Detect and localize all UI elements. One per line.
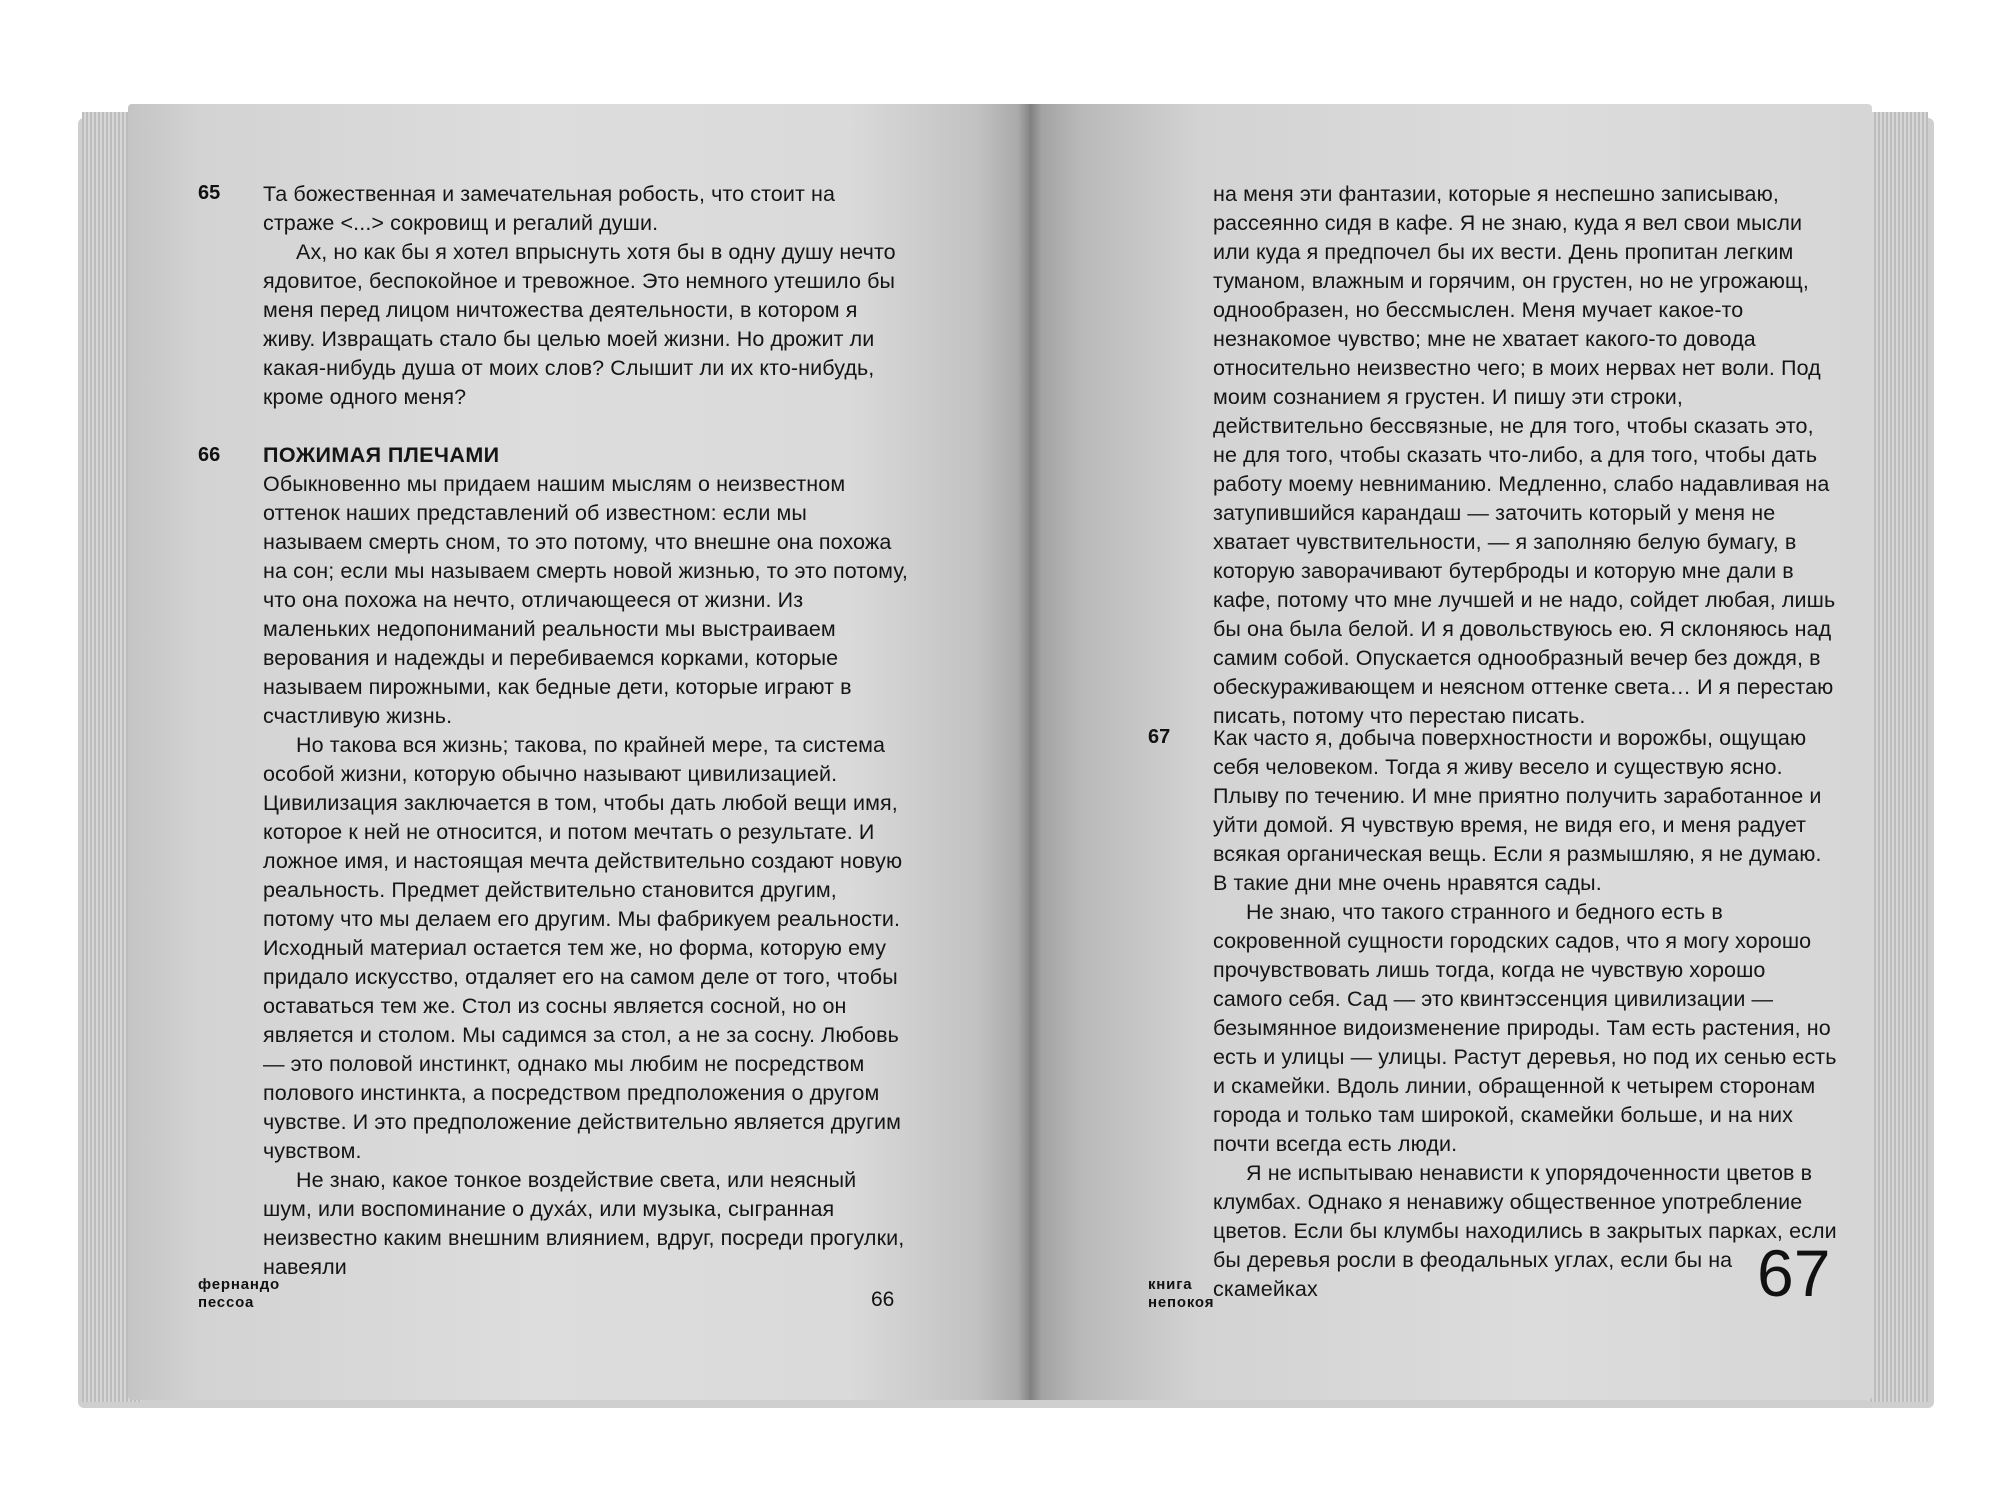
paragraph: на меня эти фантазии, которые я неспешно записываю, рассеянно сидя в кафе. Я не знаю, куда я вел свои мысли или куда я предпочел бы их вести. День пропитан легким туманом, влажным и горячим, он грустен, но не угрожающ, однообразен, но бессмыслен. Меня мучает какое-то незнакомое чувство; мне не хватает какого-то довода относительно неизвестно чего; в моих нервах нет воли. Под моим сознанием я грустен. И пишу эти строки, действительно бессвязные, не для того, чтобы сказать это, не для того, чтобы сказать что-либо, а для того, чтобы дать работу моему невниманию. Медленно, слабо надавливая на затупившийся карандаш — заточить который у меня не хватает чувствительности, — я заполняю белую бумагу, в которую заворачивают бутерброды и которую мне дали в кафе, потому что мне лучшей и не надо, сойдет любая, лишь бы она была белой. И я довольствуюсь ею. Я склоняюсь над самим собой. Опускается однообразный вечер без дождя, в обескураживающем и неясном оттенке света… И я перестаю писать, потому что перестаю писать. (1213, 182, 1836, 728)
paragraph: Ах, но как бы я хотел впрыснуть хотя бы в одну душу нечто ядовитое, беспокойное и тревожное. Это немного утешило бы меня перед лицом ничтожества деятельности, в котором я живу. Извращать стало бы целью моей жизни. Но дрожит ли какая-нибудь душа от моих слов? Слышит ли их кто-нибудь, кроме одного меня? (263, 240, 896, 409)
entry-65-text (263, 180, 911, 412)
paragraph: Но такова вся жизнь; такова, по крайней мере, та система особой жизни, которую обычно называют цивилизацией. Цивилизация заключается в том, чтобы дать любой вещи имя, которое к ней не относится, и потом мечтать о результате. И ложное имя, и настоящая мечта действительно создают новую реальность. Предмет действительно становится другим, потому что мы делаем его другим. Мы фабрикуем реальности. Исходный материал остается тем же, но форма, которую ему придало искусство, отдаляет его на самом деле от того, чтобы оставаться тем же. Стол из сосны является сосной, но он является и столом. Мы садимся за стол, а не за сосну. Любовь — это половой инстинкт, однако мы любим не посредством полового инстинкта, а посредством предположения о другом чувстве. И это предположение действительно является другим чувством. (263, 733, 903, 1163)
running-head-author (198, 1276, 280, 1312)
paragraph: Не знаю, что такого странного и бедного есть в сокровенной сущности городских садов, что я могу хорошо прочувствовать лишь тогда, когда не чувствую хорошо самого себя. Сад — это квинтэссенция цивилизации — безымянное видоизменение природы. Там есть растения, но есть и улицы — улицы. Растут деревья, но под их сенью есть и скамейки. Вдоль линии, обращенной к четырем сторонам города и только там широкой, скамейки больше, и на них почти всегда есть люди. (1213, 900, 1837, 1156)
page-number: 67 (1757, 1236, 1831, 1310)
right-page (1030, 104, 1872, 1400)
paragraph: Я не испытываю ненависти к упорядоченности цветов в клумбах. Однако я ненавижу общественное употребление цветов. Если бы клумбы находились в закрытых парках, если бы деревья росли в феодальных углах, если бы на скамейках (1213, 1161, 1837, 1301)
continuation-text (1213, 180, 1839, 731)
paragraph: Обыкновенно мы придаем нашим мыслям о неизвестном оттенок наших представлений об известном: если мы называем смерть сном, то это потому, что внешне она похожа на сон; если мы называем смерть новой жизнью, то это потому, что она похожа на нечто, отличающееся от жизни. Из маленьких недопониманий реальности мы выстраиваем верования и надежды и перебиваемся корками, которые называем пирожными, как бедные дети, которые играют в счастливую жизнь. (263, 472, 908, 728)
running-head-line: пессоа (198, 1294, 255, 1311)
entry-66-text (263, 441, 911, 1282)
left-page (128, 104, 1030, 1400)
entry-number-66: 66 (198, 444, 221, 466)
paragraph: Не знаю, какое тонкое воздействие света, или неясный шум, или воспоминание о духа́х, или музыка, сыгранная неизвестно каким внешним влиянием, вдруг, посреди прогулки, навеяли (263, 1168, 905, 1279)
book-spine (1018, 104, 1042, 1400)
entry-number-65: 65 (198, 182, 221, 204)
page-edges-right (1868, 112, 1928, 1402)
running-head-line: книга (1148, 1276, 1193, 1293)
paragraph: Как часто я, добыча поверхностности и ворожбы, ощущаю себя человеком. Тогда я живу весело и существую ясно. Плыву по течению. И мне приятно получить заработанное и уйти домой. Я чувствую время, не видя его, и меня радует всякая органическая вещь. Если я размышляю, я не думаю. В такие дни мне очень нравятся сады. (1213, 726, 1822, 895)
running-head-line: непокоя (1148, 1294, 1215, 1311)
page-number: 66 (871, 1288, 895, 1311)
entry-number-67: 67 (1148, 726, 1171, 748)
paragraph: Та божественная и замечательная робость, что стоит на страже <...> сокровищ и регалий души. (263, 182, 836, 235)
entry-title: ПОЖИМАЯ ПЛЕЧАМИ (263, 443, 500, 467)
running-head-line: фернандо (198, 1276, 280, 1293)
running-head-title (1148, 1276, 1214, 1312)
entry-67-text (1213, 724, 1839, 1310)
